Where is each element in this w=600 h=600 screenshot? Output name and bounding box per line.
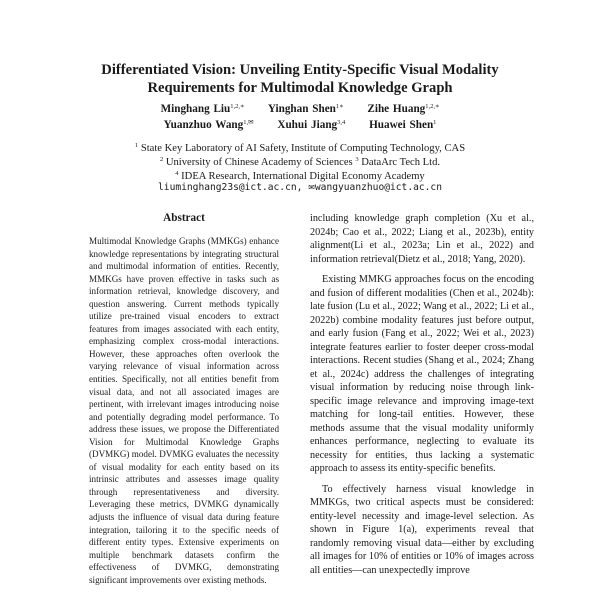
author-line-1 <box>0 100 600 116</box>
mail-icon: ✉ <box>248 119 254 126</box>
author-affiliation-mark: 1∗ <box>335 103 344 110</box>
body-text-column <box>310 212 534 577</box>
paper-title-line-2: Requirements for Multimodal Knowledge Graph <box>147 80 453 96</box>
mail-icon: ✉ <box>308 183 315 192</box>
abstract-text: Multimodal Knowledge Graphs (MMKGs) enhance knowledge representations by integrating structural and multimodal information of entities. Recently, MMKGs have proven effective in tasks such as information retrieval, knowledge discovery, and question answering. Current methods typically utilize pre-trained visual encoders to extract features from images associated with each entity, emphasizing complex cross-modal interactions. However, these approaches often overlook the varying relevance of visual information across entities. Specifically, not all entities benefit from visual data, and not all associated images are pertinent, with irrelevant images introducing noise and potentially degrading model performance. To address these issues, we propose the Differentiated Vision for Multimodal Knowledge Graphs (DVMKG) model. DVMKG evaluates the necessity of visual modality for each entity based on its intrinsic attributes and assesses image quality through representativeness and diversity. Leveraging these metrics, DVMKG dynamically adjusts the influence of visual data during feature integration, tailoring it to the specific needs of different entity types. Extensive experiments on multiple benchmark datasets confirm the effectiveness of DVMKG, demonstrating significant improvements over existing methods. <box>89 236 279 585</box>
author-emails <box>0 181 600 195</box>
affiliation-line-1: $^1$ State Key Laboratory of AI Safety, Institute of Computing Technology, CAS <box>134 142 466 154</box>
author-name: Xuhui Jiang <box>277 119 338 131</box>
author-affiliation-mark: 1,2,∗ <box>425 103 440 110</box>
abstract-heading: Abstract <box>163 212 205 224</box>
body-paragraph: including knowledge graph completion (Xu et al., 2024b; Cao et al., 2022; Liang et al., 2023b), entity alignment(Li et al., 2023a; Lin et al., 2022) and information retrieval(Dietz et al., 2018; Yang, 2020). <box>310 213 534 265</box>
author-affiliation-mark: 1,2,∗ <box>230 103 245 110</box>
author-affiliation-mark: 1 <box>433 119 437 126</box>
author-name: Yuanzhuo Wang <box>163 119 244 131</box>
affiliation-line-2: $^2$ University of Chinese Academy of Sciences $^3$ DataArc Tech Ltd. <box>159 156 441 168</box>
paper-title-line-1: Differentiated Vision: Unveiling Entity-Specific Visual Modality <box>101 62 499 78</box>
body-paragraph: Existing MMKG approaches focus on the encoding and fusion of different modalities (Chen et al., 2024b): late fusion (Lu et al., 2022; Wang et al., 2022; Li et al., 2022b) combine modality features just before output, and early fusion (Fang et al., 2022; Wei et al., 2023) integrate features earlier to foster deeper cross-modal interactions. Recent studies (Shang et al., 2024; Zhang et al., 2024c) address the challenges of integrating visual information by reducing noise through link-specific image relevance and improving image-text matching for long-tail entities. However, these methods assume that the visual modality uniformly enhances performance, neglecting to evaluate its necessity for entities, thus lacking a systematic approach to assess its entity-specific benefits. <box>310 274 534 474</box>
body-paragraph: To effectively harness visual knowledge in MMKGs, two critical aspects must be considered: entity-level necessity and image-level selection. As shown in Figure 1(a), experiments reveal that randomly removing visual data—either by excluding all images for 10% of entities or 10% of images across all entities—can unexpectedly improve <box>310 483 534 576</box>
author-affiliation-mark: 3,4 <box>337 119 346 126</box>
email-link[interactable]: liuminghang23s@ict.ac.cn, <box>158 182 303 193</box>
affiliation-line-3: $^4$ IDEA Research, International Digital Economy Academy <box>175 170 425 182</box>
author-name: Minghang Liu <box>160 103 231 115</box>
author-name: Huawei Shen <box>369 119 434 131</box>
author-affiliation-mark: 1,✉ <box>243 119 254 126</box>
author-name: Yinghan Shen <box>267 103 336 115</box>
author-line-2 <box>0 116 600 132</box>
author-name: Zihe Huang <box>367 103 426 115</box>
email-link[interactable]: wangyuanzhuo@ict.ac.cn <box>314 182 442 193</box>
